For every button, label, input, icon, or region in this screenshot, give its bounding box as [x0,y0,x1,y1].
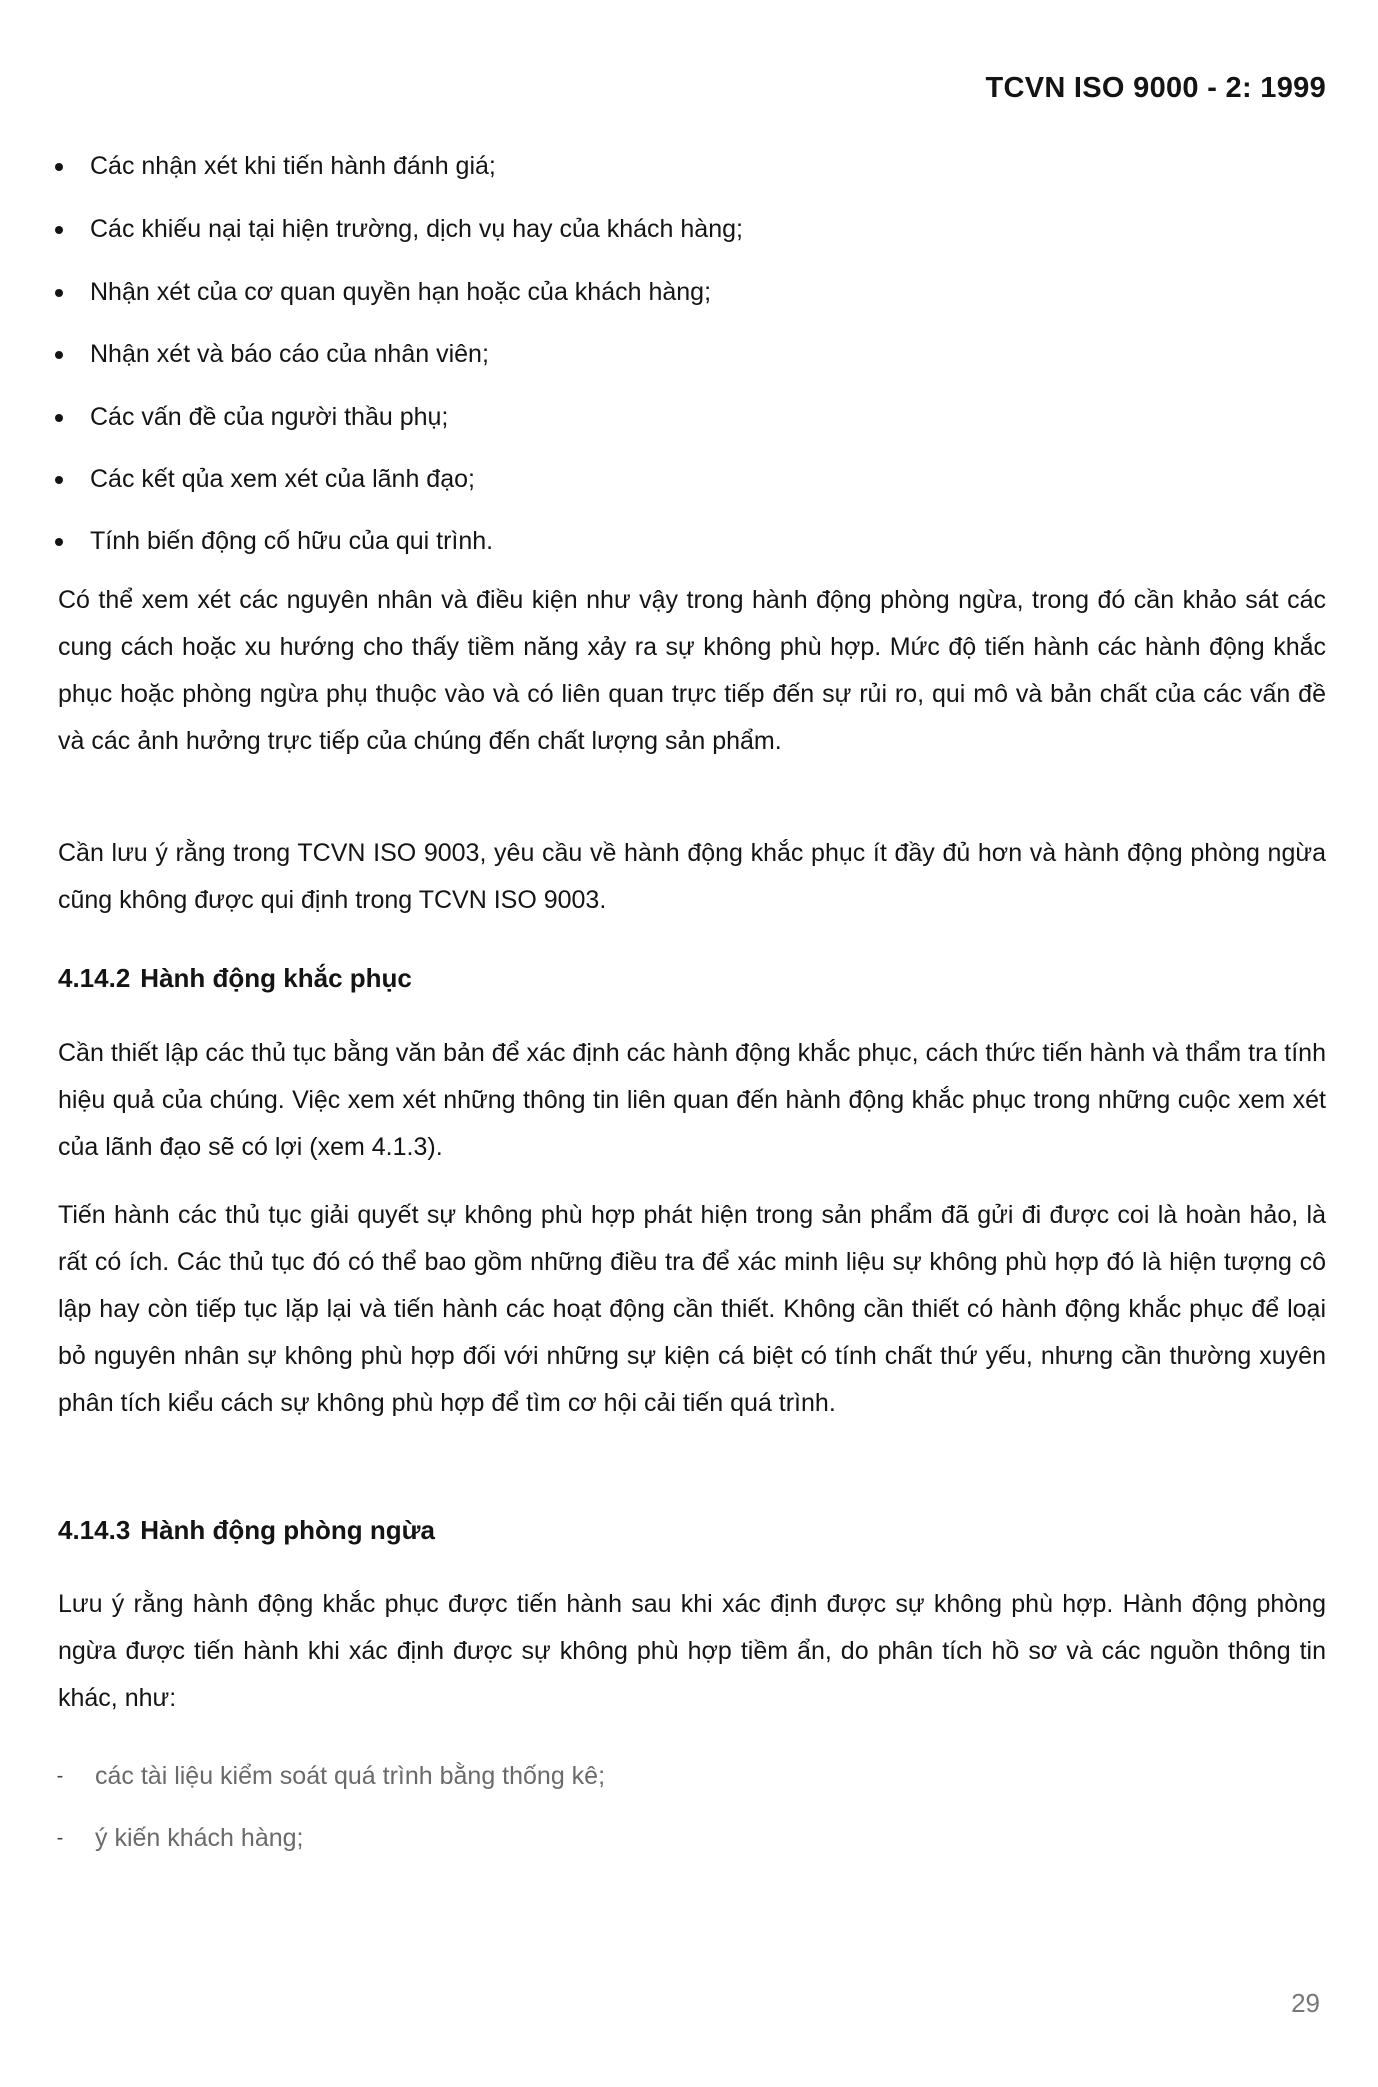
paragraph: Tiến hành các thủ tục giải quyết sự không phù hợp phát hiện trong sản phẩm đã gửi đi được coi là hoàn hảo, là rất có ích. Các thủ tục đó có thể bao gồm những điều tra để xác minh liệu sự không phù hợp đó là hiện tượng cô lập hay còn tiếp tục lặp lại và tiến hành các hoạt động cần thiết. Không cần thiết có hành động khắc phục để loại bỏ nguyên nhân sự không phù hợp đối với những sự kiện cá biệt có tính chất thứ yếu, nhưng cần thường xuyên phân tích kiểu cách sự không phù hợp để tìm cơ hội cải tiến quá trình. [58,1201,1326,1417]
list-item: - các tài liệu kiểm soát quá trình bằng thống kê; [56,1762,606,1790]
bullet-icon [55,414,63,422]
bullet-icon [55,476,63,484]
dash-icon: - [56,1827,64,1849]
list-item: - ý kiến khách hàng; [56,1824,304,1852]
bullet-icon [55,538,63,546]
section-heading: 4.14.2 Hành động khắc phục [58,963,412,993]
list-item: Các vấn đề của người thầu phụ; [55,403,1315,432]
paragraph: Có thể xem xét các nguyên nhân và điều kiện như vậy trong hành động phòng ngừa, trong đó cần khảo sát các cung cách hoặc xu hướng cho thấy tiềm năng xảy ra sự không phù hợp. Mức độ tiến hành các hành động khắc phục hoặc phòng ngừa phụ thuộc vào và có liên quan trực tiếp đến sự rủi ro, qui mô và bản chất của các vấn đề và các ảnh hưởng trực tiếp của chúng đến chất lượng sản phẩm. [58,586,1326,755]
list-item: Tính biến động cố hữu của qui trình. [55,527,1315,556]
paragraph: Cần lưu ý rằng trong TCVN ISO 9003, yêu cầu về hành động khắc phục ít đầy đủ hơn và hành động phòng ngừa cũng không được qui định trong TCVN ISO 9003. [58,839,1326,914]
paragraph: Cần thiết lập các thủ tục bằng văn bản để xác định các hành động khắc phục, cách thức tiến hành và thẩm tra tính hiệu quả của chúng. Việc xem xét những thông tin liên quan đến hành động khắc phục trong những cuộc xem xét của lãnh đạo sẽ có lợi (xem 4.1.3). [58,1039,1326,1161]
section-heading: 4.14.3 Hành động phòng ngừa [58,1515,435,1545]
list-item: Các nhận xét khi tiến hành đánh giá; [55,152,1315,181]
page-number: 29 [1291,1988,1320,2018]
bullet-icon [55,351,63,359]
list-item: Nhận xét và báo cáo của nhân viên; [55,340,1315,369]
list-item: Các khiếu nại tại hiện trường, dịch vụ hay của khách hàng; [55,215,1315,244]
bullet-icon [55,226,63,234]
list-item: Nhận xét của cơ quan quyền hạn hoặc của khách hàng; [55,278,1315,307]
list-item: Các kết qủa xem xét của lãnh đạo; [55,465,1315,494]
bullet-icon [55,289,63,297]
bullet-icon [55,163,63,171]
dash-icon: - [56,1765,64,1787]
document-header: TCVN ISO 9000 - 2: 1999 [985,72,1326,104]
paragraph: Lưu ý rằng hành động khắc phục được tiến hành sau khi xác định được sự không phù hợp. Hành động phòng ngừa được tiến hành khi xác định được sự không phù hợp tiềm ẩn, do phân tích hồ sơ và các nguồn thông tin khác, như: [58,1590,1326,1712]
